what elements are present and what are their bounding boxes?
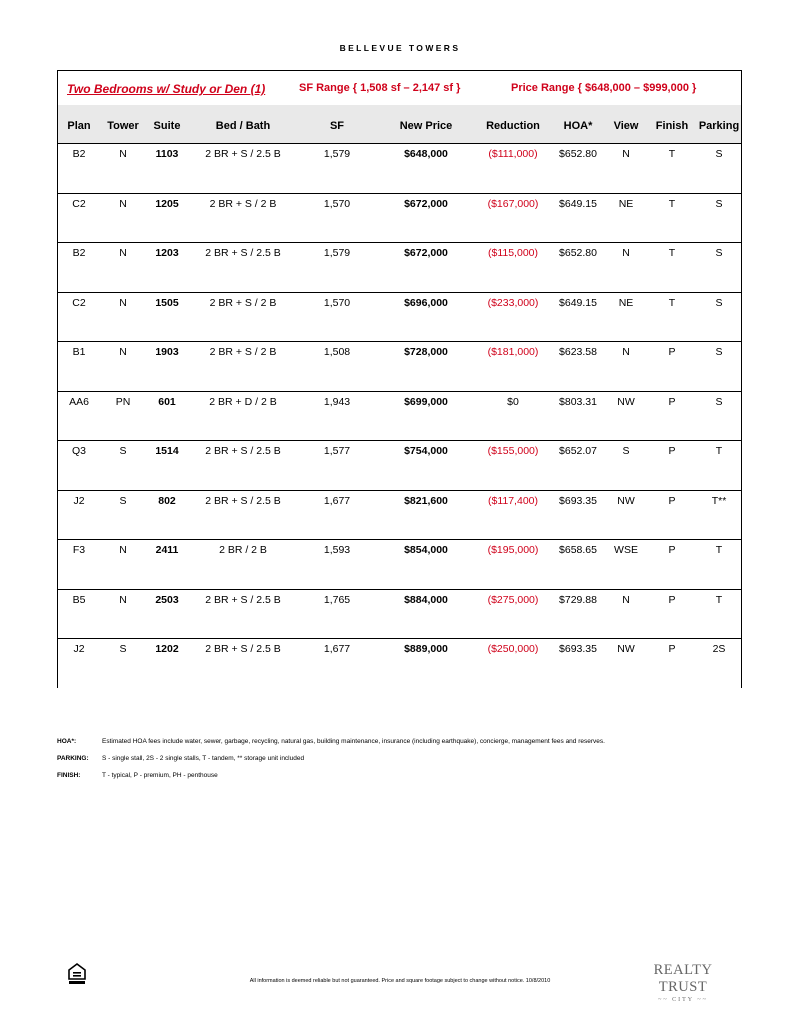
cell-hoa: $649.15: [559, 296, 597, 309]
table-row: [58, 293, 741, 343]
cell-finish: P: [668, 593, 676, 606]
col-header-bed-bath: Bed / Bath: [215, 120, 271, 132]
cell-suite: 601: [158, 395, 176, 408]
cell-new-price: $696,000: [404, 296, 448, 309]
cell-view: N: [622, 247, 630, 259]
col-header-new-price: New Price: [399, 120, 453, 132]
cell-parking: T**: [711, 494, 727, 507]
cell-finish: T: [668, 247, 676, 259]
cell-view: N: [622, 148, 630, 160]
cell-suite: 1514: [155, 445, 179, 457]
disclaimer: All information is deemed reliable but not guaranteed. Price and square footage subject to change without notice. 10/8/2010: [249, 978, 551, 984]
table-row: [58, 441, 741, 491]
listing-table: [57, 70, 742, 688]
cell-reduction: ($250,000): [487, 643, 539, 655]
document-title: BELLEVUE TOWERS: [339, 43, 461, 53]
col-header-finish: Finish: [655, 120, 689, 132]
cell-bed-bath: 2 BR + S / 2.5 B: [205, 643, 281, 655]
cell-reduction: ($195,000): [487, 544, 539, 556]
col-header-sf: SF: [329, 120, 345, 132]
cell-plan: J2: [73, 494, 85, 507]
note-label: PARKING:: [57, 755, 89, 762]
cell-sf: 1,508: [323, 346, 351, 358]
cell-view: NW: [617, 494, 635, 507]
cell-finish: T: [668, 197, 676, 210]
table-row: [58, 243, 741, 293]
cell-tower: S: [119, 445, 127, 457]
cell-tower: N: [119, 148, 127, 160]
cell-suite: 1903: [155, 346, 179, 358]
cell-suite: 1203: [155, 247, 179, 259]
note-parking: [57, 755, 747, 772]
col-header-view: View: [613, 120, 639, 132]
cell-parking: T: [715, 445, 723, 457]
table-row: [58, 491, 741, 541]
table-row: [58, 590, 741, 640]
cell-finish: P: [668, 643, 676, 655]
cell-sf: 1,579: [323, 247, 351, 259]
cell-tower: PN: [115, 395, 131, 408]
cell-hoa: $652.80: [559, 247, 597, 259]
cell-suite: 2411: [155, 544, 179, 556]
cell-hoa: $803.31: [559, 395, 597, 408]
cell-plan: B5: [72, 593, 86, 606]
cell-view: N: [622, 593, 630, 606]
cell-bed-bath: 2 BR + S / 2 B: [209, 346, 277, 358]
cell-new-price: $884,000: [404, 593, 448, 606]
cell-new-price: $672,000: [404, 197, 448, 210]
cell-tower: N: [119, 197, 127, 210]
table-row: [58, 144, 741, 194]
cell-finish: T: [668, 296, 676, 309]
note-text: T - typical, P - premium, PH - penthouse: [102, 772, 218, 779]
category-title: Two Bedrooms w/ Study or Den (1): [67, 82, 266, 96]
cell-hoa: $652.80: [559, 148, 597, 160]
cell-reduction: $0: [507, 395, 519, 408]
table-row: [58, 639, 741, 689]
cell-tower: S: [119, 494, 127, 507]
cell-new-price: $648,000: [404, 148, 448, 160]
note-label: FINISH:: [57, 772, 81, 779]
cell-sf: 1,677: [323, 643, 351, 655]
cell-tower: S: [119, 643, 127, 655]
cell-hoa: $693.35: [559, 643, 597, 655]
cell-bed-bath: 2 BR / 2 B: [219, 544, 267, 556]
cell-reduction: ($167,000): [487, 197, 539, 210]
cell-view: S: [622, 445, 630, 457]
cell-hoa: $649.15: [559, 197, 597, 210]
cell-sf: 1,579: [323, 148, 351, 160]
cell-sf: 1,943: [323, 395, 351, 408]
col-header-suite: Suite: [153, 120, 181, 132]
cell-parking: S: [715, 296, 723, 309]
cell-parking: T: [715, 593, 723, 606]
cell-bed-bath: 2 BR + S / 2.5 B: [205, 593, 281, 606]
cell-parking: S: [715, 346, 723, 358]
cell-finish: P: [668, 346, 676, 358]
cell-view: N: [622, 346, 630, 358]
note-finish: [57, 772, 747, 789]
cell-hoa: $693.35: [559, 494, 597, 507]
note-label: HOA*:: [57, 738, 77, 745]
sf-range: SF Range { 1,508 sf – 2,147 sf }: [299, 82, 461, 94]
cell-view: NE: [618, 197, 634, 210]
cell-reduction: ($117,400): [487, 494, 538, 507]
cell-bed-bath: 2 BR + S / 2 B: [209, 296, 277, 309]
table-row: [58, 194, 741, 244]
cell-new-price: $854,000: [404, 544, 448, 556]
logo-line-2: ~~ CITY ~~: [658, 997, 708, 1003]
cell-tower: N: [119, 346, 127, 358]
cell-bed-bath: 2 BR + S / 2.5 B: [205, 494, 281, 507]
cell-plan: B2: [72, 247, 86, 259]
cell-reduction: ($111,000): [488, 148, 538, 160]
cell-parking: T: [715, 544, 723, 556]
cell-plan: F3: [72, 544, 86, 556]
cell-finish: T: [668, 148, 676, 160]
cell-suite: 1202: [155, 643, 179, 655]
cell-new-price: $821,600: [404, 494, 448, 507]
cell-bed-bath: 2 BR + D / 2 B: [209, 395, 277, 408]
cell-suite: 1103: [155, 148, 179, 160]
cell-finish: P: [668, 395, 676, 408]
col-header-plan: Plan: [67, 120, 91, 132]
cell-parking: S: [715, 148, 723, 160]
cell-view: NW: [617, 395, 635, 408]
cell-suite: 802: [158, 494, 176, 507]
table-row: [58, 342, 741, 392]
cell-sf: 1,593: [323, 544, 351, 556]
col-header-reduction: Reduction: [486, 120, 540, 132]
note-text: S - single stall, 2S - 2 single stalls, T - tandem, ** storage unit included: [102, 755, 305, 762]
table-body: [58, 144, 741, 689]
note-text: Estimated HOA fees include water, sewer, garbage, recycling, natural gas, building maintenance, insurance (including earthquake), concierge, management fees and reserves.: [102, 738, 605, 745]
cell-view: NE: [618, 296, 634, 309]
cell-finish: P: [668, 494, 676, 507]
cell-plan: C2: [72, 197, 86, 210]
cell-bed-bath: 2 BR + S / 2 B: [209, 197, 277, 210]
cell-reduction: ($233,000): [487, 296, 539, 309]
table-row: [58, 392, 741, 442]
cell-parking: S: [715, 395, 723, 408]
cell-plan: Q3: [71, 445, 86, 457]
cell-plan: C2: [72, 296, 86, 309]
cell-view: NW: [617, 643, 635, 655]
column-header-row: [58, 105, 741, 144]
cell-sf: 1,570: [323, 296, 351, 309]
table-title-row: [58, 71, 741, 106]
cell-tower: N: [119, 544, 127, 556]
cell-new-price: $672,000: [404, 247, 448, 259]
cell-new-price: $754,000: [404, 445, 448, 457]
logo-city: CITY: [672, 997, 694, 1003]
cell-plan: B1: [72, 346, 86, 358]
cell-hoa: $729.88: [559, 593, 597, 606]
cell-new-price: $889,000: [404, 643, 448, 655]
cell-reduction: ($181,000): [487, 346, 539, 358]
col-header-tower: Tower: [107, 120, 139, 132]
logo-line-1: REALTY TRUST: [653, 962, 713, 995]
realty-trust-logo: [628, 962, 738, 1003]
cell-tower: N: [119, 296, 127, 309]
cell-bed-bath: 2 BR + S / 2.5 B: [205, 247, 281, 259]
cell-sf: 1,577: [323, 445, 351, 457]
col-header-hoa: HOA*: [563, 120, 593, 132]
cell-hoa: $623.58: [559, 346, 597, 358]
cell-suite: 1205: [155, 197, 179, 210]
cell-hoa: $652.07: [559, 445, 597, 457]
cell-sf: 1,677: [323, 494, 351, 507]
cell-parking: 2S: [712, 643, 726, 655]
cell-finish: P: [668, 544, 676, 556]
cell-sf: 1,570: [323, 197, 351, 210]
cell-parking: S: [715, 247, 723, 259]
col-header-parking: Parking: [698, 120, 740, 132]
cell-new-price: $699,000: [404, 395, 448, 408]
cell-reduction: ($155,000): [487, 445, 539, 457]
note-hoa: [57, 738, 747, 755]
cell-tower: N: [119, 593, 127, 606]
cell-parking: S: [715, 197, 723, 210]
cell-suite: 1505: [155, 296, 179, 309]
cell-tower: N: [119, 247, 127, 259]
cell-plan: J2: [73, 643, 85, 655]
cell-bed-bath: 2 BR + S / 2.5 B: [205, 148, 281, 160]
cell-view: WSE: [614, 544, 638, 556]
table-row: [58, 540, 741, 590]
cell-reduction: ($115,000): [487, 247, 538, 259]
cell-new-price: $728,000: [404, 346, 448, 358]
cell-plan: B2: [72, 148, 86, 160]
cell-plan: AA6: [69, 395, 89, 408]
footnotes: [57, 738, 747, 789]
cell-suite: 2503: [155, 593, 179, 606]
price-range: Price Range { $648,000 – $999,000 }: [511, 82, 697, 94]
cell-bed-bath: 2 BR + S / 2.5 B: [205, 445, 281, 457]
cell-hoa: $658.65: [559, 544, 597, 556]
cell-sf: 1,765: [323, 593, 351, 606]
cell-reduction: ($275,000): [487, 593, 539, 606]
cell-finish: P: [668, 445, 676, 457]
